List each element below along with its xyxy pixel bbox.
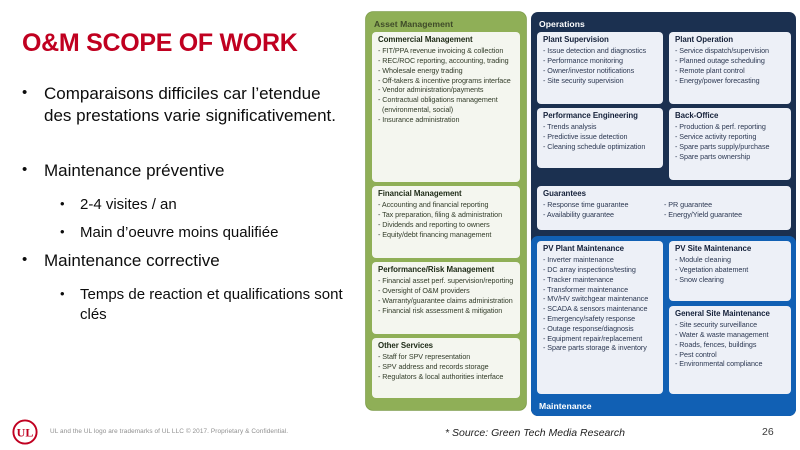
card-item: - MV/HV switchgear maintenance: [543, 294, 649, 304]
card-item: - Warranty/guarantee claims administration: [378, 295, 513, 305]
bullet-text: Temps de reaction et qualifications sont clés: [80, 286, 343, 323]
source-note: * Source: Green Tech Media Research: [445, 427, 625, 439]
bullet-item-1: [22, 83, 352, 127]
card-item: - Spare parts ownership: [675, 151, 751, 161]
bullet-item-3: [22, 195, 352, 215]
card-item: - Site security supervision: [543, 75, 624, 85]
card-item: - Spare parts supply/purchase: [675, 141, 770, 151]
card-item: - Issue detection and diagnostics: [543, 46, 647, 56]
bullet-dot-icon: •: [60, 223, 65, 239]
card-title: PV Plant Maintenance: [543, 244, 624, 253]
svg-text:UL: UL: [16, 425, 34, 440]
card-item-list: [675, 321, 785, 367]
card-item: - Tracker maintenance: [543, 274, 614, 284]
card-item-list: [675, 123, 785, 160]
spacer: [22, 131, 352, 160]
bullet-item-2: [22, 160, 352, 182]
card-item: - Water & waste management: [675, 329, 769, 339]
card-item: - Off-takers & incentive programs interface: [378, 75, 511, 85]
spacer: [22, 186, 352, 195]
card-item-columns: [543, 201, 785, 221]
card-item: - SPV address and records storage: [378, 361, 489, 371]
scope-diagram: [366, 12, 796, 416]
card-title: Financial Management: [378, 189, 462, 198]
card-item: - Equipment repair/replacement: [543, 333, 643, 343]
card-item-list: [543, 123, 657, 150]
card-item: - Contractual obligations management: [378, 95, 498, 105]
card-performance-risk-management[interactable]: [372, 262, 520, 334]
card-item: - Production & perf. reporting: [675, 122, 766, 132]
card-item: - Performance monitoring: [543, 55, 623, 65]
card-item: - Trends analysis: [543, 122, 597, 132]
card-item: - Remote plant control: [675, 65, 745, 75]
card-item: - Insurance administration: [378, 114, 460, 124]
card-title: PV Site Maintenance: [675, 244, 752, 253]
page-title: O&M SCOPE OF WORK: [22, 29, 298, 57]
card-item: (environmental, social): [382, 104, 454, 114]
card-item-list-left: [543, 201, 664, 221]
card-item: - Inverter maintenance: [543, 255, 614, 265]
card-commercial-management[interactable]: [372, 32, 520, 182]
bullet-dot-icon: •: [22, 161, 28, 179]
bullet-item-4: [22, 223, 352, 243]
card-item-list: [378, 353, 514, 380]
card-performance-engineering[interactable]: [537, 108, 663, 168]
bullet-list: [22, 83, 352, 327]
card-item: - Vendor administration/payments: [378, 85, 484, 95]
footer-legal-text: UL and the UL logo are trademarks of UL LLC © 2017. Proprietary & Confidential.: [50, 428, 289, 435]
card-title: Plant Supervision: [543, 35, 609, 44]
card-guarantees[interactable]: [537, 186, 791, 230]
card-item-list: [378, 277, 514, 314]
card-item: - FIT/PPA revenue invoicing & collection: [378, 46, 504, 56]
card-item: - Environmental compliance: [675, 359, 763, 369]
card-item: - Oversight of O&M providers: [378, 285, 470, 295]
card-item: - DC array inspections/testing: [543, 264, 636, 274]
card-item-list: [675, 256, 785, 283]
card-item: - Transformer maintenance: [543, 284, 629, 294]
spacer: [22, 276, 352, 285]
card-item: - PR guarantee: [664, 200, 713, 210]
card-item-list: [543, 47, 657, 84]
bullet-dot-icon: •: [60, 286, 65, 302]
card-item-list: [543, 256, 657, 351]
card-item: - Pest control: [675, 349, 717, 359]
card-item: - Financial asset perf. supervision/reporting: [378, 276, 514, 286]
page-number: 26: [762, 426, 774, 438]
card-item: - Accounting and financial reporting: [378, 200, 489, 210]
card-item-list: [378, 201, 514, 238]
bullet-item-5: [22, 250, 352, 272]
bullet-dot-icon: •: [22, 251, 28, 269]
card-back-office[interactable]: [669, 108, 791, 180]
card-item: - Module cleaning: [675, 255, 731, 265]
card-item: - Staff for SPV representation: [378, 352, 471, 362]
card-item-list: [378, 47, 514, 123]
card-item: - Vegetation abatement: [675, 264, 749, 274]
card-title: Commercial Management: [378, 35, 473, 44]
card-item: - Service dispatch/supervision: [675, 46, 769, 56]
card-title: Other Services: [378, 341, 434, 350]
card-item: - Energy/Yield guarantee: [664, 209, 743, 219]
card-item: - Roads, fences, buildings: [675, 339, 757, 349]
card-item: - Spare parts storage & inventory: [543, 343, 647, 353]
ul-logo-icon: [12, 419, 38, 445]
card-item: - Regulators & local authorities interface: [378, 371, 504, 381]
card-item: - Energy/power forecasting: [675, 75, 760, 85]
card-title: Guarantees: [543, 189, 586, 198]
card-item: - Emergency/safety response: [543, 313, 636, 323]
bullet-text: Comparaisons difficiles car l’etendue des prestations varie significativement.: [44, 84, 336, 126]
bullet-dot-icon: •: [60, 196, 65, 212]
card-item: - Planned outage scheduling: [675, 55, 765, 65]
card-financial-management[interactable]: [372, 186, 520, 258]
card-item: - Tax preparation, filing & administration: [378, 209, 503, 219]
bullet-text: 2-4 visites / an: [80, 196, 177, 214]
bullet-text: Maintenance corrective: [44, 251, 220, 271]
card-title: Plant Operation: [675, 35, 733, 44]
bullet-item-6: [22, 285, 352, 324]
card-item: - Outage response/diagnosis: [543, 323, 634, 333]
card-other-services[interactable]: [372, 338, 520, 398]
card-plant-operation[interactable]: [669, 32, 791, 104]
card-pv-plant-maintenance[interactable]: [537, 241, 663, 394]
card-item: - Snow clearing: [675, 274, 724, 284]
card-item: - Response time guarantee: [543, 200, 629, 210]
card-item: - Availability guarantee: [543, 209, 614, 219]
card-plant-supervision[interactable]: [537, 32, 663, 104]
card-item: - Service activity reporting: [675, 131, 757, 141]
card-item: - Owner/investor notifications: [543, 65, 635, 75]
card-general-site-maintenance[interactable]: [669, 306, 791, 394]
card-title: General Site Maintenance: [675, 309, 770, 318]
bullet-text: Main d’oeuvre moins qualifiée: [80, 223, 279, 241]
group-label-operations: Operations: [539, 19, 585, 29]
card-item: - Equity/debt financing management: [378, 229, 492, 239]
card-item: - SCADA & sensors maintenance: [543, 304, 648, 314]
left-panel: [0, 0, 365, 450]
card-item: - Site security surveillance: [675, 320, 758, 330]
card-item: - Cleaning schedule optimization: [543, 141, 646, 151]
card-title: Performance/Risk Management: [378, 265, 495, 274]
group-label-asset-management: Asset Management: [374, 19, 454, 29]
card-item: - Predictive issue detection: [543, 131, 628, 141]
card-title: Back-Office: [675, 111, 719, 120]
card-pv-site-maintenance[interactable]: [669, 241, 791, 301]
card-item: - Financial risk assessment & mitigation: [378, 305, 503, 315]
bullet-dot-icon: •: [22, 84, 28, 101]
group-label-maintenance: Maintenance: [539, 401, 592, 411]
card-title: Performance Engineering: [543, 111, 638, 120]
card-item: - Wholesale energy trading: [378, 65, 463, 75]
card-item-list-right: [664, 201, 785, 221]
card-item: - REC/ROC reporting, accounting, trading: [378, 55, 509, 65]
card-item-list: [675, 47, 785, 84]
card-item: - Dividends and reporting to owners: [378, 219, 490, 229]
bullet-text: Maintenance préventive: [44, 161, 225, 181]
